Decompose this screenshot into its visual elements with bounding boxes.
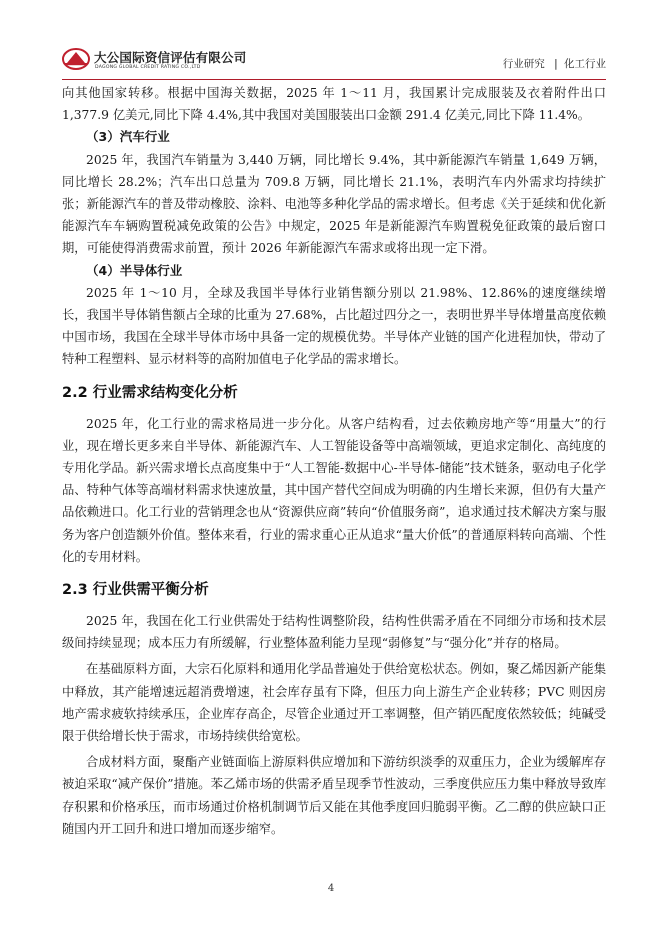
header-separator: |	[554, 58, 558, 70]
header-divider	[62, 79, 606, 80]
subheading-semiconductor	[62, 260, 606, 282]
subheading-auto	[62, 126, 606, 148]
company-name-cn: 大公国际资信评估有限公司	[94, 50, 247, 65]
header-category	[503, 56, 606, 71]
page-number: 4	[327, 883, 335, 894]
section-heading-2-2: 2.2 行业需求结构变化分析	[62, 384, 238, 401]
report-type: 行业研究	[502, 58, 545, 70]
subheading-semiconductor-number: （4）	[86, 262, 120, 278]
subheading-auto-title: 汽车行业	[119, 129, 170, 145]
document-body	[62, 82, 606, 840]
section-heading-2-3: 2.3 行业供需平衡分析	[62, 582, 209, 599]
paragraph-demand-structure: 2025 年，化工行业的需求格局进一步分化。从客户结构看，过去依赖房地产等“用量大”的行业，现在增长更多来自半导体、新能源汽车、人工智能设备等中高端领域，更追求定制化、高纯度的专用化学品。新兴需求增长点高度集中于“人工智能-数据中心-半导体-储能”技术链条，驱动电子化学品、特种气体等高端材料需求快速放量，其中国产替代空间成为明确的内生增长来源，但仍有大量产品依赖进口。化工行业的营销理念也从“资源供应商”转向“价值服务商”，追求通过技术解决方案与服务为客户创造额外价值。整体来看，行业的需求重心正从追求“量大价低”的普通原料转向高端、个性化的专用材料。	[62, 416, 606, 564]
paragraph-synthetic-materials: 合成材料方面，聚酯产业链面临上游原料供应增加和下游纺织淡季的双重压力，企业为缓解库存被迫采取“减产保价”措施。苯乙烯市场的供需矛盾呈现季节性波动，三季度供应压力集中释放导致库存积累和价格承压，而市场通过价格机制调节后又能在其他季度回归脆弱平衡。乙二醇的供应缺口正随国内开工回升和进口增加而逐步缩窄。	[62, 755, 606, 836]
paragraph-intro: 向其他国家转移。根据中国海关数据，2025 年 1～11 月，我国累计完成服装及衣着附件出口 1,377.9 亿美元,同比下降 4.4%,其中我国对美国服装出口金额 291.4 亿美元,同比下降 11.4%。	[62, 86, 606, 123]
subheading-semiconductor-title: 半导体行业	[119, 262, 183, 278]
paragraph-basic-materials: 在基础原料方面，大宗石化原料和通用化学品普遍处于供给宽松状态。例如，聚乙烯因新产能集中释放，其产能增速远超消费增速，社会库存虽有下降，但压力向上游生产企业转移；PVC 则因房地产需求疲软持续承压，企业库存高企，尽管企业通过开工率调整，但产销匹配度依然较低；纯碱受限于供给增长快于需求，市场持续供给宽松。	[62, 662, 606, 744]
paragraph-semiconductor: 2025 年 1～10 月，全球及我国半导体行业销售额分别以 21.98%、12.86%的速度继续增长，我国半导体销售额占全球的比重为 27.68%，占比超过四分之一，表明世界半导体增量高度依赖中国市场，我国在全球半导体市场中具备一定的规模优势。半导体产业链的国产化进程加快，带动了特种工程塑料、显示材料等的高附加值电子化学品的需求增长。	[62, 285, 606, 367]
paragraph-supply-demand-overview: 2025 年，我国在化工行业供需处于结构性调整阶段，结构性供需矛盾在不同细分市场和技术层级间持续显现；成本压力有所缓解，行业整体盈利能力呈现“弱修复”与“强分化”并存的格局。	[62, 614, 606, 651]
paragraph-auto: 2025 年，我国汽车销量为 3,440 万辆，同比增长 9.4%，其中新能源汽车销量 1,649 万辆，同比增长 28.2%；汽车出口总量为 709.8 万辆，同比增长 21.1%，表明汽车内外需求均持续扩张；新能源汽车的普及带动橡胶、涂料、电池等多种化学品的需求增长。但考虑《关于延续和优化新能源汽车车辆购置税减免政策的公告》中规定，2025 年是新能源汽车购置税免征政策的最后窗口期，可能使得消费需求前置，预计 2026 年新能源汽车需求或将出现一定下滑。	[62, 152, 606, 256]
company-name-en: DAGONG GLOBAL CREDIT RATING CO.,LTD	[95, 65, 201, 70]
page-header	[62, 46, 606, 80]
industry-label: 化工行业	[564, 58, 606, 70]
dagong-logo-icon	[62, 48, 90, 70]
subheading-auto-number: （3）	[86, 129, 120, 145]
